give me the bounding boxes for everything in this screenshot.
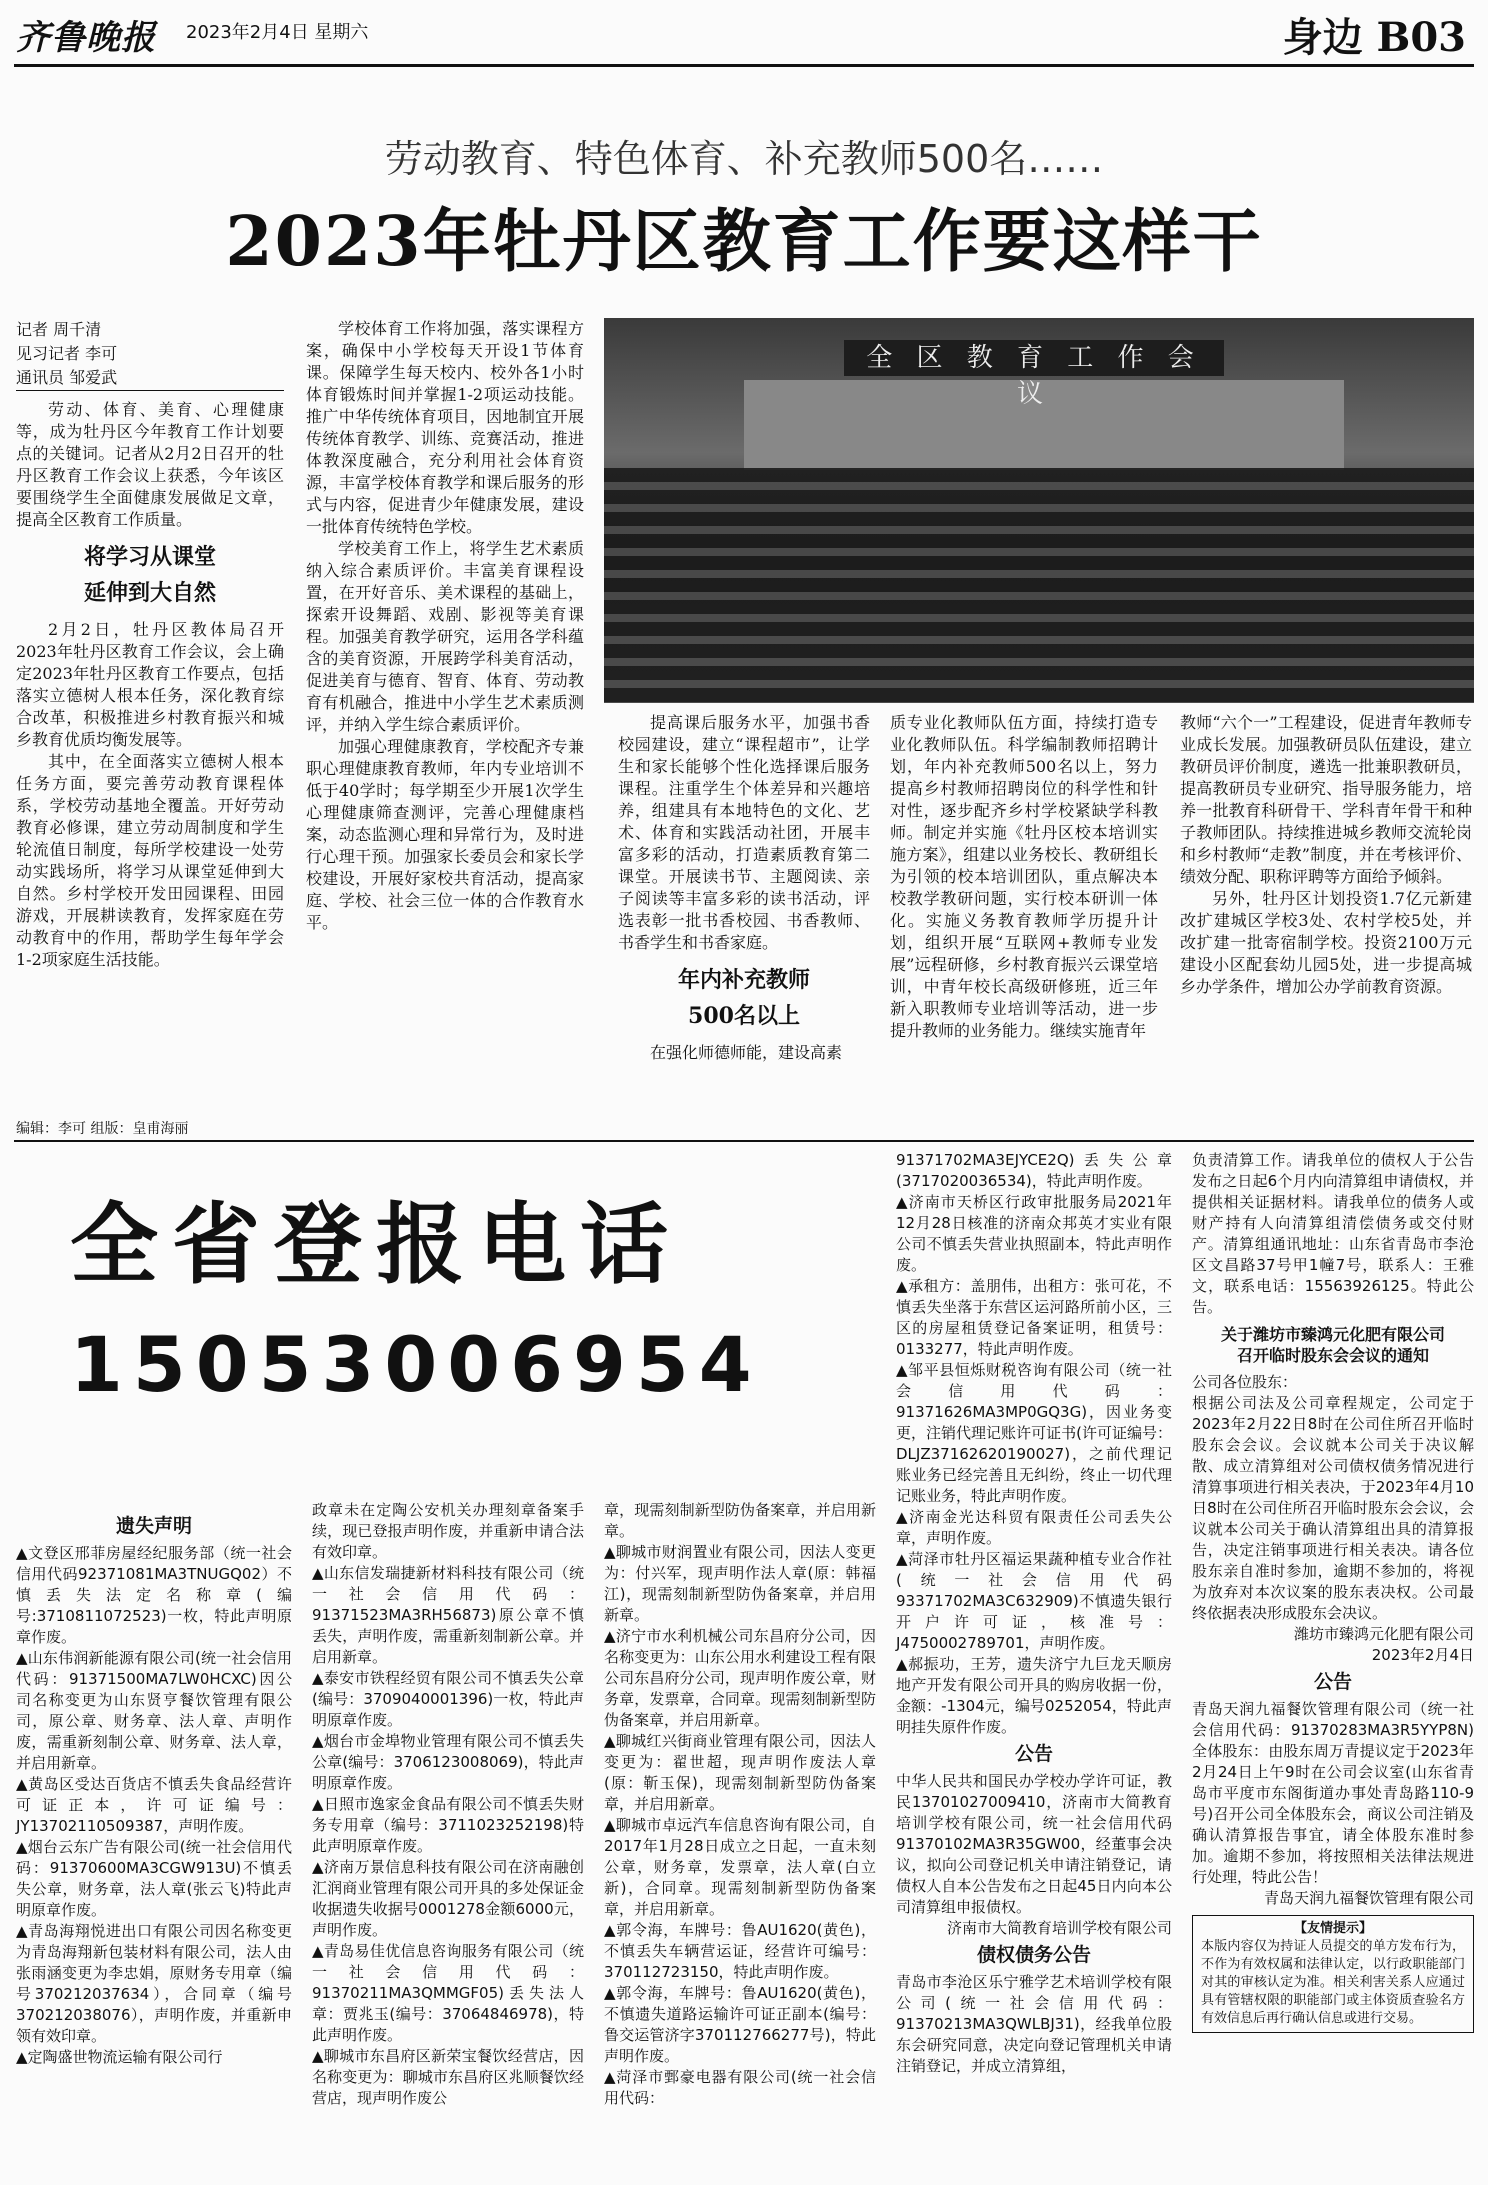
announcement-2-signature: 青岛天润九福餐饮管理有限公司 [1263, 1889, 1474, 1907]
article-paragraph: 学校体育工作将加强，落实课程方案，确保中小学校每天开设1节体育课。保障学生每天校内、校外各1小时体育锻炼时间并掌握1-2项运动技能。推广中华传统体育项目，因地制宜开展传统体育教学、训练、竞赛活动，推进体教深度融合，充分利用社会体育资源，丰富学校体育教学和课后服务的形式与内容，促进青少年健康发展，建设一批体育传统特色学校。 [306, 319, 584, 536]
photo-audience [604, 468, 1474, 703]
notice-column-1 [16, 1510, 292, 2068]
headline-subtitle: 劳动教育、特色体育、补充教师500名…… [384, 137, 1104, 181]
notice-column-4 [896, 1150, 1172, 2077]
meeting-notice-title-line2: 召开临时股东会会议的通知 [1236, 1346, 1429, 1365]
notice-item: ▲聊城市财润置业有限公司，因法人变更为：付兴军，现声明作法人章(原：韩福江)，现需刻制新型防伪备案章，并启用新章。 [604, 1543, 876, 1624]
page-section: 身边 B03 [1282, 14, 1466, 61]
notice-item: ▲烟台市金埠物业管理有限公司不慎丢失公章(编号：3706123008069)，特此声明原章作废。 [312, 1732, 584, 1792]
top-rule [14, 64, 1474, 67]
notice-item: ▲青岛海翔悦进出口有限公司因名称变更为青岛海翔新包装材料有限公司，法人由张雨涵变更为李忠娟，原财务专用章（编号370212037634），合同章（编号370212038076），声明作废，并重新申领有效印章。 [16, 1922, 292, 2045]
meeting-notice-date: 2023年2月4日 [1371, 1646, 1474, 1664]
ad-title: 全省登报电话 [70, 1193, 683, 1296]
byline-reporter: 记者 周千清 [16, 320, 102, 339]
disclaimer-title: 【友情提示】 [1293, 1921, 1372, 1936]
photo-banner: 全 区 教 育 工 作 会 议 [844, 340, 1224, 376]
notice-item: ▲聊城红兴街商业管理有限公司，因法人变更为：翟世超，现声明作废法人章(原：靳玉保)，现需刻制新型防伪备案章，并启用新章。 [604, 1732, 876, 1813]
notice-item: ▲日照市逸家金食品有限公司不慎丢失财务专用章（编号：3711023252198)特此声明原章作废。 [312, 1795, 584, 1855]
notice-item: ▲烟台云东广告有限公司(统一社会信用代码：91370600MA3CGW913U)不慎丢失公章，财务章，法人章(张云飞)特此声明原章作废。 [16, 1838, 292, 1919]
subheading-1-line2: 延伸到大自然 [83, 580, 216, 606]
notice-item: ▲黄岛区受达百货店不慎丢失食品经营许可证正本，许可证编号：JY13702110509387，声明作废。 [16, 1775, 292, 1835]
article-paragraph: 质专业化教师队伍方面，持续打造专业化教师队伍。科学编制教师招聘计划，年内补充教师500名以上，努力提高乡村教师招聘岗位的科学性和针对性，逐步配齐乡村学校紧缺学科教师。制定并实施《牡丹区校本培训实施方案》，组建以业务校长、教研组长为引领的校本培训团队，重点解决本校教学教研问题，实行校本研训一体化。实施义务教育教师学历提升计划，组织开展“互联网+教师专业发展”远程研修，乡村教育振兴云课堂培训，中青年校长高级研修班，近三年新入职教师专业培训等活动，进一步提升教师的业务能力。继续实施青年 [890, 713, 1158, 1040]
byline-correspondent: 通讯员 邹爱武 [16, 366, 284, 391]
article-paragraph: 另外，牡丹区计划投资1.7亿元新建改扩建城区学校3处、农村学校5处，并改扩建一批寄宿制学校。投资2100万元建设小区配套幼儿园5处，进一步提高城乡办学条件，增加公办学前教育资源。 [1180, 889, 1472, 996]
notice-item: 章，现需刻制新型防伪备案章，并启用新章。 [604, 1501, 876, 1540]
notice-item: ▲郭令海，车牌号：鲁AU1620(黄色)，不慎遗失道路运输许可证正副本(编号：鲁交运管济字370112766277号)，特此声明作废。 [604, 1984, 876, 2065]
notice-item: ▲济南万景信息科技有限公司在济南融创汇润商业管理有限公司开具的多处保证金收据遗失收据号0001278金额6000元，声明作废。 [312, 1858, 584, 1939]
subheading-2 [618, 962, 870, 1034]
disclaimer-text: 本版内容仅为持证人员提交的单方发布行为，不作为有效权属和法律认定，以行政职能部门对其的审核认定为准。相关利害关系人应通过具有管辖权限的职能部门或主体资质查验名方有效信息后再行确认信息或进行交易。 [1201, 1939, 1465, 2026]
lost-notice-title: 遗失声明 [115, 1515, 192, 1537]
subheading-1-line1: 将学习从课堂 [83, 544, 216, 570]
notice-item: ▲文登区邢菲房屋经纪服务部（统一社会信用代码92371081MA3TNUGQ02）不慎丢失法定名称章(编号:3710811072523)一枚，特此声明原章作废。 [16, 1544, 292, 1646]
newspaper-logo: 齐鲁晚报 [16, 18, 156, 58]
announcement-text: 中华人民共和国民办学校办学许可证，教民13701027009410，济南市大简教育培训学校有限公司，统一社会信用代码91370102MA3R35GW00，经董事会决议，拟向公司登记机关申请注销登记，请债权人自本公告发布之日起45日内向本公司清算组申报债权。 [896, 1772, 1172, 1916]
meeting-notice-title-line1: 关于潍坊市臻鸿元化肥有限公司 [1220, 1325, 1445, 1344]
notice-item: ▲郭令海，车牌号：鲁AU1620(黄色)，不慎丢失车辆营运证，经营许可编号：370112723150，特此声明作废。 [604, 1921, 876, 1981]
notice-item: ▲青岛易佳优信息咨询服务有限公司（统一社会信用代码：91370211MA3QMMGF05)丢失法人章：贾兆玉(编号：37064846978)，特此声明作废。 [312, 1942, 584, 2044]
meeting-notice-text: 根据公司法及公司章程规定，公司定于2023年2月22日8时在公司住所召开临时股东会会议。会议就本公司关于决议解散、成立清算组对公司债权债务情况进行清算事项进行相关表决，于2023年4月10日8时在公司住所召开临时股东会会议，会议就本公司关于确认清算组出具的清算报告，决定注销事项进行相关表决。请各位股东亲自准时参加，逾期不参加的，将视为放弃对本次议案的股东表决权。公司最终依据表决形成股东会决议。 [1192, 1394, 1474, 1622]
announcement-2-title: 公告 [1313, 1671, 1352, 1693]
notice-item: ▲济南市天桥区行政审批服务局2021年12月28日核准的济南众邦英才实业有限公司不慎丢失营业执照副本，特此声明作废。 [896, 1193, 1172, 1274]
subheading-1 [16, 539, 284, 611]
debt-notice-text: 青岛市李沧区乐宁雅学艺术培训学校有限公司(统一社会信用代码：91370213MA3QWLBJ31)，经我单位股东会研究同意，决定向登记管理机关申请注销登记，并成立清算组， [896, 1973, 1172, 2075]
article-paragraph: 在强化师德师能，建设高素 [650, 1043, 843, 1062]
article-paragraph: 学校美育工作上，将学生艺术素质纳入综合素质评价。丰富美育课程设置，在开好音乐、美术课程的基础上，探索开设舞蹈、戏剧、影视等美育课程。加强美育教学研究，运用各学科蕴含的美育资源，开展跨学科美育活动，促进美育与德育、智育、体育、劳动教育有机融合，推进中小学生艺术素质测评，并纳入学生综合素质评价。 [306, 539, 584, 734]
issue-date: 2023年2月4日 星期六 [186, 22, 369, 43]
notice-item: ▲山东伟润新能源有限公司(统一社会信用代码：91371500MA7LW0HCXC)因公司名称变更为山东贤亨餐饮管理有限公司，原公章、财务章、法人章、声明作废，需重新刻制公章、财务章、法人章，并启用新章。 [16, 1649, 292, 1772]
editor-credit: 编辑：李可 组版：皇甫海丽 [16, 1121, 189, 1137]
article-column-4 [890, 712, 1158, 1042]
notice-item: ▲承租方：盖朋伟，出租方：张可花，不慎丢失坐落于东营区运河路所前小区，三区的房屋租赁登记备案证明，租赁号：0133277，特此声明作废。 [896, 1277, 1172, 1358]
subheading-2-line2: 500名以上 [688, 1003, 800, 1029]
debt-notice-continued: 负责清算工作。请我单位的债权人于公告发布之日起6个月内向清算组申请债权，并提供相关证据材料。请我单位的债务人或财产持有人向清算组清偿债务或交付财产。清算组通讯地址：山东省青岛市李沧区文昌路37号甲1幢7号，联系人：王雅文，联系电话：15563926125。特此公告。 [1192, 1151, 1474, 1316]
notice-item: ▲聊城市卓远汽车信息咨询有限公司，自2017年1月28日成立之日起，一直未刻公章，财务章，发票章，法人章(白立新)，合同章。现需刻制新型防伪备案章，并启用新章。 [604, 1816, 876, 1918]
announcement-signature: 济南市大简教育培训学校有限公司 [946, 1919, 1172, 1937]
meeting-notice-greeting: 公司各位股东： [1192, 1373, 1298, 1391]
disclaimer-box [1192, 1915, 1474, 2033]
notice-column-2 [312, 1500, 584, 2109]
meeting-notice-signature: 潍坊市臻鸿元化肥有限公司 [1293, 1625, 1474, 1643]
ad-phone-number: 15053006954 [70, 1320, 762, 1409]
section-rule [14, 1140, 1474, 1142]
notice-item: ▲菏泽市牡丹区福运果蔬种植专业合作社(统一社会信用代码93371702MA3C632909)不慎遗失银行开户许可证，核准号：J4750002789701，声明作废。 [896, 1550, 1172, 1652]
announcement-title: 公告 [1014, 1743, 1053, 1765]
notice-item: ▲济宁市水利机械公司东昌府分公司，因名称变更为：山东公用水利建设工程有限公司东昌府分公司，现声明作废公章，财务章，发票章，合同章。现需刻制新型防伪备案章，并启用新章。 [604, 1627, 876, 1729]
notice-item: ▲菏泽市鄄豪电器有限公司(统一社会信用代码： [604, 2068, 876, 2107]
article-column-1 [16, 318, 284, 971]
notice-item: 91371702MA3EJYCE2Q)丢失公章(3717020036534)，特此声明作废。 [896, 1151, 1172, 1190]
notice-item: ▲山东信发瑞捷新材料科技有限公司（统一社会信用代码：91371523MA3RH56873)原公章不慎丢失，声明作废，需重新刻制新公章。并启用新章。 [312, 1564, 584, 1666]
article-column-2 [306, 318, 584, 934]
article-paragraph: 2月2日，牡丹区教体局召开2023年牡丹区教育工作会议，会上确定2023年牡丹区教育工作要点，包括落实立德树人根本任务，深化教育综合改革，积极推进乡村教育振兴和城乡教育优质均衡发展等。 [16, 620, 284, 749]
article-paragraph: 其中，在全面落实立德树人根本任务方面，要完善劳动教育课程体系，学校劳动基地全覆盖。开好劳动教育必修课，建立劳动周制度和学生轮流值日制度，每所学校建设一处劳动实践场所，将学习从课堂延伸到大自然。乡村学校开发田园课程、田园游戏，开展耕读教育，发挥家庭在劳动教育中的作用，帮助学生每年学会1-2项家庭生活技能。 [16, 752, 284, 969]
headline-title: 2023年牡丹区教育工作要这样干 [225, 202, 1263, 282]
meeting-notice-title [1192, 1324, 1474, 1366]
notice-item: ▲泰安市铁程经贸有限公司不慎丢失公章(编号：3709040001396)一枚，特此声明原章作废。 [312, 1669, 584, 1729]
subheading-2-line1: 年内补充教师 [677, 967, 810, 993]
article-column-3 [618, 712, 870, 1064]
article-paragraph: 提高课后服务水平，加强书香校园建设，建立“课程超市”，让学生和家长能够个性化选择课后服务课程。注重学生个体差异和兴趣培养，组建具有本地特色的文化、艺术、体育和实践活动社团，开展丰富多彩的活动，打造素质教育第二课堂。开展读书节、主题阅读、亲子阅读等丰富多彩的读书活动，评选表彰一批书香校园、书香教师、书香学生和书香家庭。 [618, 713, 870, 952]
notice-item: ▲济南金光达科贸有限责任公司丢失公章，声明作废。 [896, 1508, 1172, 1547]
announcement-2-text: 青岛天润九福餐饮管理有限公司（统一社会信用代码：91370283MA3R5YYP8N)全体股东：由股东周万青提议定于2023年2月24日上午9时在公司会议室(山东省青岛市平度市东阁街道办事处青岛路110-9号)召开公司全体股东会，商议公司注销及确认清算报告事宜，请全体股东准时参加。逾期不参加，将按照相关法律法规进行处理，特此公告！ [1192, 1700, 1474, 1886]
notice-item: ▲邹平县恒烁财税咨询有限公司（统一社会信用代码：91371626MA3MP0GQ3G)，因业务变更，注销代理记账许可证书(许可证编号：DLJZ37162620190027)，之前代理记账业务已经完善且无纠纷，终止一切代理记账业务，特此声明作废。 [896, 1361, 1172, 1505]
notice-column-3 [604, 1500, 876, 2109]
notice-item: 政章未在定陶公安机关办理刻章备案手续，现已登报声明作废，并重新申请合法有效印章。 [312, 1501, 584, 1561]
article-paragraph: 教师“六个一”工程建设，促进青年教师专业成长发展。加强教研员队伍建设，建立教研员评价制度，遴选一批兼职教研员，提高教研员专业研究、指导服务能力，培养一批教育科研骨干、学科青年骨干和种子教师团队。持续推进城乡教师交流轮岗和乡村教师“走教”制度，并在考核评价、绩效分配、职称评聘等方面给予倾斜。 [1180, 713, 1472, 886]
notice-item: ▲郝振功，王芳，遗失济宁九巨龙天顺房地产开发有限公司开具的购房收据一份，金额：-1304元，编号0252054，特此声明挂失原件作废。 [896, 1655, 1172, 1736]
article-intro: 劳动、体育、美育、心理健康等，成为牡丹区今年教育工作计划要点的关键词。记者从2月2日召开的牡丹区教育工作会议上获悉，今年该区要围绕学生全面健康发展做足文章，提高全区教育工作质量。 [16, 400, 284, 529]
debt-notice-title: 债权债务公告 [976, 1944, 1091, 1966]
notice-item: ▲定陶盛世物流运输有限公司行 [16, 2048, 223, 2066]
notice-column-5 [1192, 1150, 1474, 2033]
article-column-5 [1180, 712, 1472, 998]
byline-intern: 见习记者 李可 [16, 344, 118, 363]
conference-photo [604, 318, 1474, 703]
article-paragraph: 加强心理健康教育，学校配齐专兼职心理健康教育教师，年内专业培训不低于40学时；每学期至少开展1次学生心理健康筛查测评，完善心理健康档案，动态监测心理和异常行为，及时进行心理干预。加强家长委员会和家长学校建设，开展好家校共育活动，提高家庭、学校、社会三位一体的合作教育水平。 [306, 737, 584, 932]
notice-item: ▲聊城市东昌府区新荣宝餐饮经营店，因名称变更为：聊城市东昌府区兆顺餐饮经营店，现声明作废公 [312, 2047, 584, 2107]
